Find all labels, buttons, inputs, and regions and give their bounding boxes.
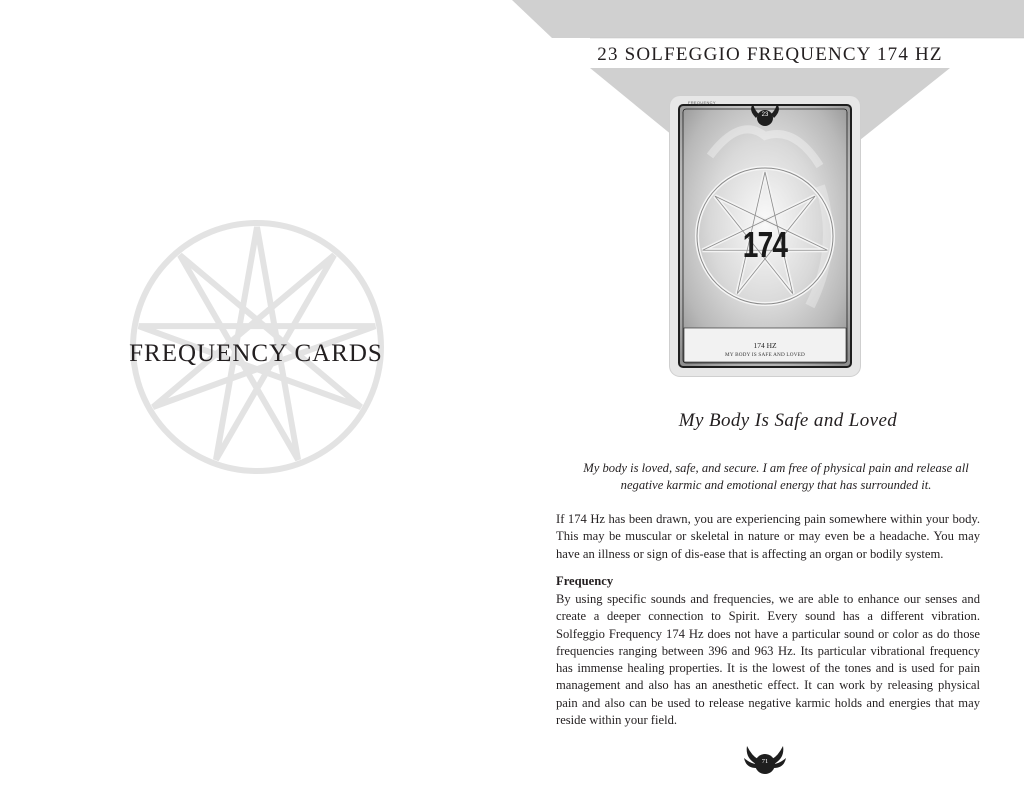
card-top-label: FREQUENCY <box>688 100 716 105</box>
card-tagline: MY BODY IS SAFE AND LOVED <box>725 352 805 358</box>
page-header-title: 23 SOLFEGGIO FREQUENCY 174 HZ <box>597 44 943 65</box>
intro-paragraph: If 174 Hz has been drawn, you are experiencing pain somewhere within your body. This may be muscular or skeletal in nature or may even be a headache. You may have an illness or sign of dis-ease that is affecting an organ or bodily system. <box>556 512 980 561</box>
page-number: 71 <box>761 758 769 765</box>
card-hz-label: 174 HZ <box>753 341 777 350</box>
frequency-heading: Frequency <box>556 574 614 588</box>
affirmation-text: My body is loved, safe, and secure. I am free of physical pain and release all negative karmic and emotional energy that has surrounded it. <box>583 461 969 492</box>
affirmation-heading: My Body Is Safe and Loved <box>678 410 898 431</box>
card-frequency-number: 174 <box>742 224 788 265</box>
right-page <box>512 0 1024 785</box>
frequency-card <box>670 96 860 376</box>
section-title: FREQUENCY CARDS <box>129 340 383 367</box>
card-number: 23 <box>761 112 769 118</box>
frequency-paragraph: By using specific sounds and frequencies, we are able to enhance our senses and create a deeper connection to Spirit. Every sound has a different vibration. Solfeggio Frequency 174 Hz does not have a particular sound or color as do those frequencies ranging between 396 and 963 Hz. Its particular vibrational frequency has immense healing properties. It is the lowest of the tones and is used for pain management and also has an anesthetic effect. It can work by releasing physical pain and also can be used to release negative karmic holds and energies that may reside within your field. <box>556 592 980 728</box>
